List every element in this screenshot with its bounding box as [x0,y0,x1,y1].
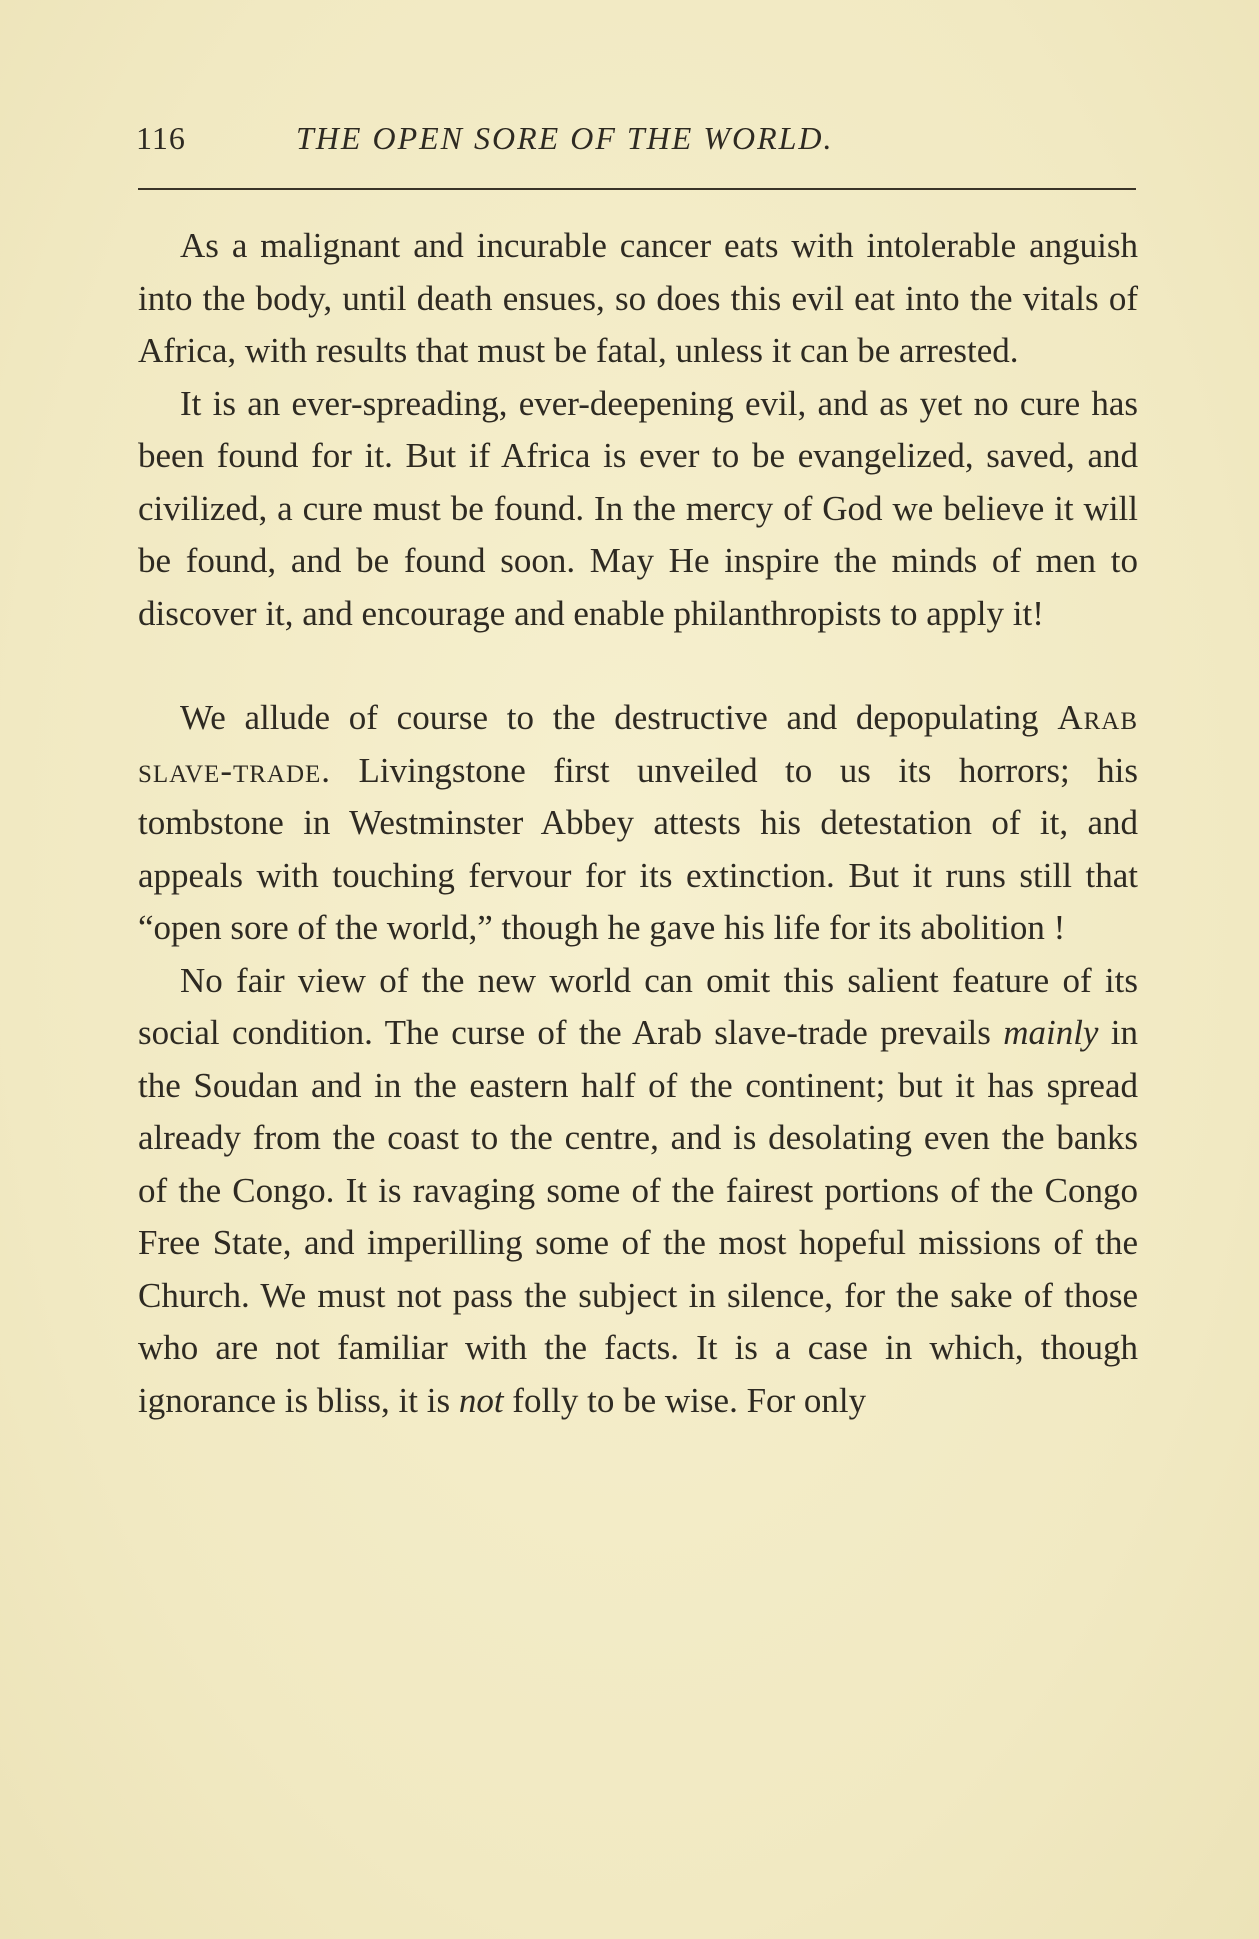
paragraph-4 [138,955,1138,1428]
italic-not: not [458,1380,504,1420]
page-header [136,120,1136,170]
section-break [138,640,1138,692]
paragraph-3-text-a: We allude of course to the destructive and depopulating [180,698,1058,737]
paragraph-2: It is an ever-spreading, ever-deepening evil, and as yet no cure has been found for it. But if Africa is ever to be evangelized, saved, and civilized, a cure must be found. In the mercy of God we believe it will be found, and be found soon. May He inspire the minds of men to discover it, and encourage and enable philanthropists to apply it! [138,383,1138,633]
italic-mainly: mainly [1003,1013,1099,1052]
arab-slave-trade-smallcaps: Arab slave-trade. [138,698,1138,790]
paragraph-3-text-b: Livingstone first unveiled to us its horrors; his tombstone in Westminster Abbey attests his detestation of it, and appeals with touching fervour for its extinction. But it runs still that “open sore of the world,” though he gave his life for its abolition ! [138,750,1138,947]
paragraph-3 [138,692,1138,955]
body-text [138,220,1138,1427]
page-number: 116 [136,120,186,156]
paragraph-4-text-a: No fair view of the new world can omit this salient feature of its social condition. The curse of the Arab slave-trade prevails [138,960,1138,1052]
paragraph-4-text-b: in the Soudan and in the eastern half of the continent; but it has spread already from the coast to the centre, and is desolating even the banks of the Congo. It is ravaging some of the fairest portions of the Congo Free State, and imperilling some of the most hopeful missions of the Church. We must not pass the subject in silence, for the sake of those who are not familiar with the facts. It is a case in which, though ignorance is bliss, it is [138,1013,1138,1420]
paragraph-1: As a malignant and incurable cancer eats with intolerable anguish into the body, until death ensues, so does this evil eat into the vitals of Africa, with results that must be fatal, unless it can be arrested. [138,226,1138,370]
running-title: THE OPEN SORE OF THE WORLD. [296,120,834,156]
header-rule [138,188,1136,190]
paragraph-4-text-c: folly to be wise. For only [503,1380,867,1420]
